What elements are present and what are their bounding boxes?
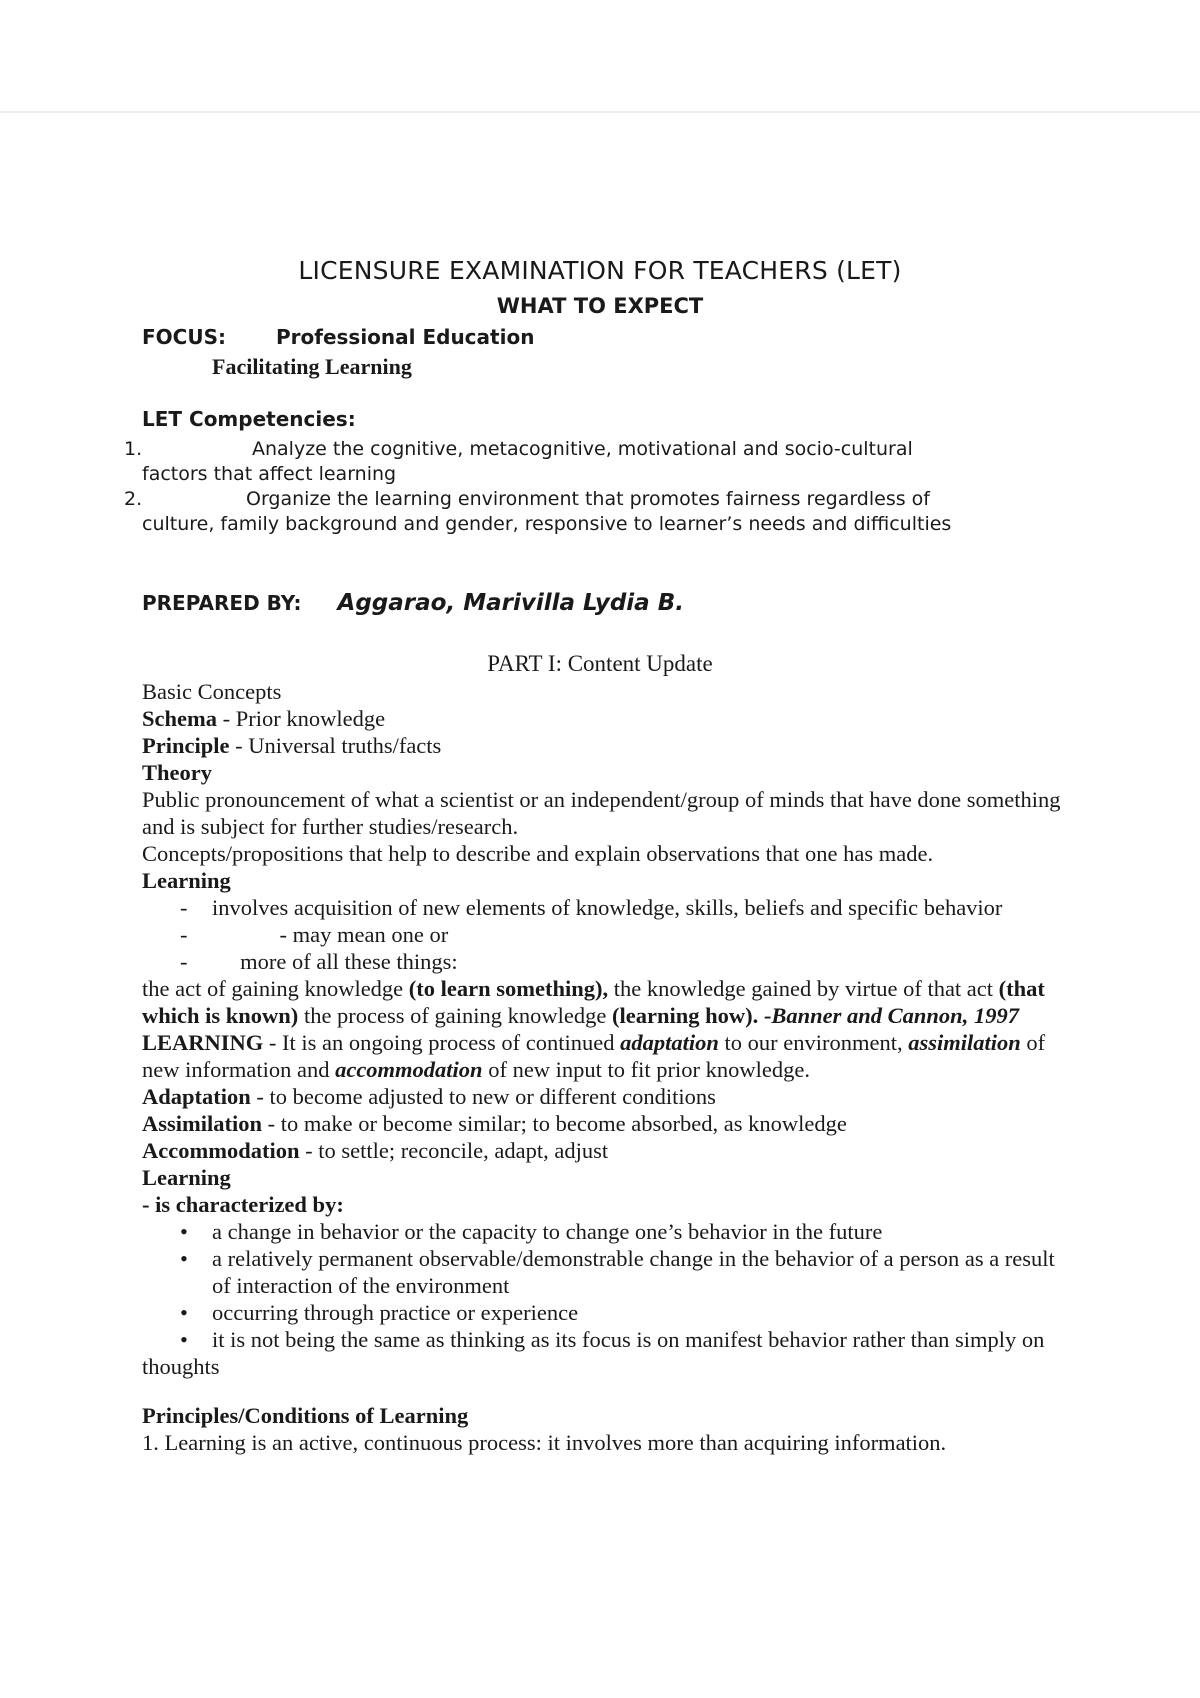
bullet-icon: • (180, 1300, 188, 1325)
list-item-text: a relatively permanent observable/demonstrable change in the behavior of a person as a result of interaction of the environment (212, 1246, 1055, 1298)
competency-item (124, 487, 1042, 537)
focus-value: Professional Education (275, 325, 535, 349)
learning-definition (142, 975, 1072, 1029)
list-item-text: more of all these things: (212, 949, 458, 974)
assimilation-line (142, 1110, 1072, 1137)
basic-concepts: Basic Concepts (142, 679, 282, 704)
dash-marker: - (180, 922, 188, 947)
dash-marker: - (180, 949, 188, 974)
text-run: (learning how). - (611, 1003, 772, 1028)
principles-heading: Principles/Conditions of Learning (142, 1403, 469, 1428)
bullet-icon: • (180, 1327, 188, 1352)
characterized-heading: - is characterized by: (142, 1192, 344, 1217)
definition: - to become adjusted to new or different conditions (250, 1084, 716, 1109)
accommodation-line (142, 1137, 1072, 1164)
learning-term-2: Learning (142, 1165, 231, 1190)
bullet-icon: • (180, 1219, 188, 1244)
thoughts-line: thoughts (142, 1354, 220, 1379)
author-name: Aggarao, Marivilla Lydia B. (337, 590, 684, 616)
list-item-text: a change in behavior or the capacity to change one’s behavior in the future (212, 1219, 883, 1244)
term: Adaptation (142, 1084, 251, 1109)
list-item (142, 948, 1072, 975)
prepared-by (142, 590, 684, 616)
focus-subject: Facilitating Learning (212, 354, 412, 379)
competency-first-line: Organize the learning environment that promotes fairness regardless of (246, 488, 930, 510)
text-run: (that which is known) (142, 976, 1045, 1028)
list-item (142, 921, 1072, 948)
adaptation-line (142, 1083, 1072, 1110)
prepared-label: PREPARED BY: (142, 591, 302, 615)
content-body (142, 678, 1072, 1456)
list-item (142, 894, 1072, 921)
competencies-heading: LET Competencies: (142, 407, 356, 431)
text-run: the act of gaining knowledge (142, 976, 409, 1001)
competency-rest: factors that affect learning (142, 463, 397, 485)
text-run: adaptation (620, 1030, 719, 1055)
part-title: PART I: Content Update (487, 651, 713, 676)
learning-term: Learning (142, 868, 231, 893)
dash-marker: - (180, 895, 188, 920)
text-run: accommodation (335, 1057, 483, 1082)
text-run: the knowledge gained by virtue of that act (608, 976, 999, 1001)
characteristics-list (142, 1218, 1072, 1353)
document-title: LICENSURE EXAMINATION FOR TEACHERS (LET) (298, 256, 902, 285)
principle-line (142, 732, 1072, 759)
list-item (142, 1299, 1072, 1326)
definition: - to settle; reconcile, adapt, adjust (299, 1138, 609, 1163)
list-item (142, 1218, 1072, 1245)
schema-line (142, 705, 1072, 732)
term: Accommodation (142, 1138, 300, 1163)
principle-text: . Learning is an active, continuous process: it involves more than acquiring information. (153, 1430, 947, 1455)
principle-term: Principle (142, 733, 230, 758)
bullet-icon: • (180, 1246, 188, 1271)
term: Assimilation (142, 1111, 263, 1136)
competency-number: 2. (124, 488, 143, 510)
text-run: - It is an ongoing process of continued (263, 1030, 621, 1055)
schema-term: Schema (142, 706, 217, 731)
definition: - to make or become similar; to become absorbed, as knowledge (262, 1111, 847, 1136)
list-item-text: involves acquisition of new elements of knowledge, skills, beliefs and specific behavior (212, 895, 1003, 920)
text-run: assimilation (908, 1030, 1021, 1055)
principle-def: - Universal truths/facts (229, 733, 442, 758)
document-subtitle: WHAT TO EXPECT (496, 294, 704, 318)
theory-paragraph-1: Public pronouncement of what a scientist or an independent/group of minds that have done something and is subject for further studies/research. (142, 787, 1061, 839)
competency-rest: culture, family background and gender, responsive to learner’s needs and difficulties (142, 513, 952, 535)
text-run: to our environment, (718, 1030, 909, 1055)
text-run: LEARNING (142, 1030, 264, 1055)
list-item-text: - may mean one or (212, 922, 449, 947)
competency-number: 1. (124, 438, 143, 460)
citation: Banner and Cannon, 1997 (771, 1003, 1019, 1028)
focus-label: FOCUS: (142, 325, 226, 349)
text-run: (to learn something), (408, 976, 609, 1001)
text-run: of new input to fit prior knowledge. (482, 1057, 811, 1082)
list-item (142, 1326, 1072, 1353)
list-item-text: occurring through practice or experience (212, 1300, 579, 1325)
principle-number: 1 (142, 1430, 154, 1455)
learning-caps-definition (142, 1029, 1072, 1083)
text-run: of new information and (142, 1030, 1046, 1082)
theory-paragraph-2: Concepts/propositions that help to describe and explain observations that one has made. (142, 841, 934, 866)
focus-row (142, 325, 534, 349)
theory-term: Theory (142, 760, 212, 785)
competency-first-line: Analyze the cognitive, metacognitive, motivational and socio-cultural (252, 438, 913, 460)
list-item-text: it is not being the same as thinking as its focus is on manifest behavior rather than simply on (212, 1327, 1045, 1352)
schema-def: - Prior knowledge (217, 706, 386, 731)
text-run: the process of gaining knowledge (298, 1003, 612, 1028)
competency-item (124, 437, 1042, 487)
principle-item (142, 1429, 1072, 1456)
list-item (142, 1245, 1072, 1299)
